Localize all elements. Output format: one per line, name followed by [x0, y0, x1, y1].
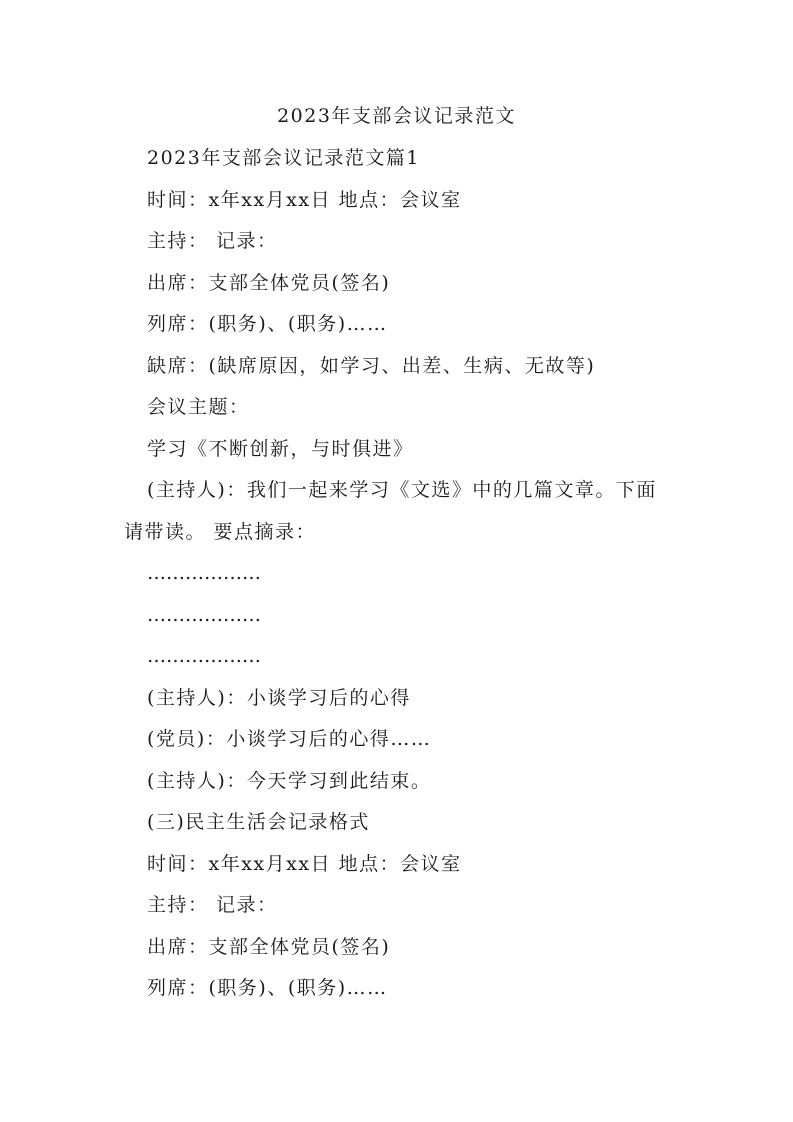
paragraph-host-recorder-2: 主持： 记录：	[147, 894, 278, 916]
paragraph-host-closing: (主持人)：今天学习到此结束。	[147, 770, 432, 792]
paragraph-ellipsis-1: ………………	[147, 562, 261, 584]
paragraph-time-location-2: 时间：x年xx月xx日 地点：会议室	[147, 853, 462, 875]
paragraph-attendees: 出席：支部全体党员(签名)	[147, 272, 391, 294]
section-heading-format: (三)民主生活会记录格式	[147, 811, 370, 833]
paragraph-topic: 学习《不断创新，与时俱进》	[147, 438, 414, 460]
paragraph-observers: 列席：(职务)、(职务)……	[147, 313, 388, 335]
paragraph-host-intro: (主持人)：我们一起来学习《文选》中的几篇文章。下面请带读。 要点摘录：	[124, 479, 657, 543]
paragraph-ellipsis-2: ………………	[147, 604, 261, 626]
section-heading: 2023年支部会议记录范文篇1	[147, 147, 420, 169]
paragraph-host-recorder: 主持： 记录：	[147, 230, 278, 252]
paragraph-ellipsis-3: ………………	[147, 645, 261, 667]
document-title: 2023年支部会议记录范文	[277, 105, 516, 127]
paragraph-topic-label: 会议主题：	[147, 396, 250, 418]
paragraph-member-reflection: (党员)：小谈学习后的心得……	[147, 728, 432, 750]
paragraph-absent: 缺席：(缺席原因，如学习、出差、生病、无故等)	[147, 355, 596, 377]
paragraph-host-reflection: (主持人)：小谈学习后的心得	[147, 687, 411, 709]
paragraph-observers-2: 列席：(职务)、(职务)……	[147, 977, 388, 999]
paragraph-attendees-2: 出席：支部全体党员(签名)	[147, 936, 391, 958]
paragraph-time-location: 时间：x年xx月xx日 地点：会议室	[147, 189, 462, 211]
